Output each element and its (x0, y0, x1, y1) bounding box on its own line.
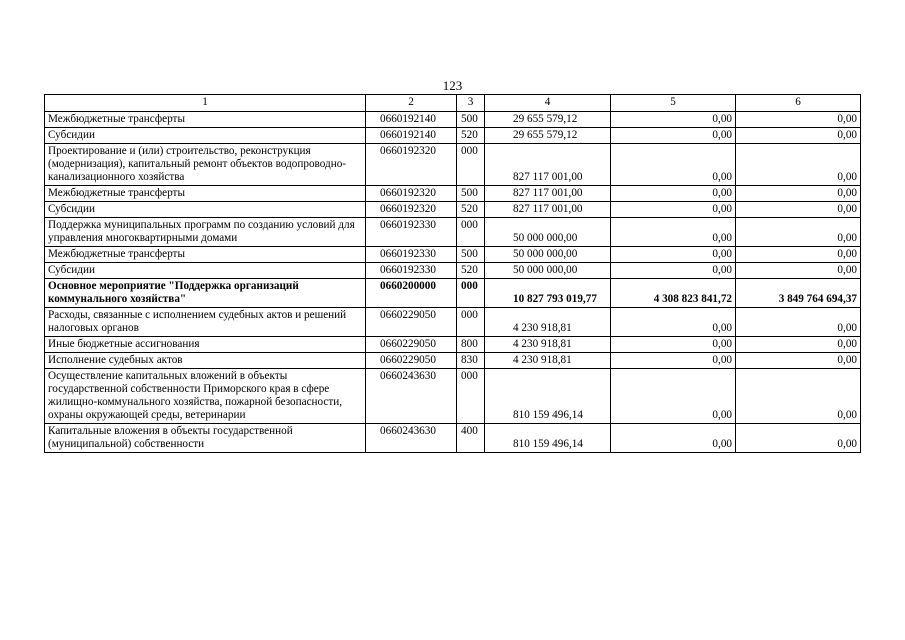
row-expense-type-cell: 000 (457, 279, 485, 308)
row-amount-col5-cell: 0,00 (611, 369, 736, 424)
row-amount-col6-cell: 0,00 (736, 144, 861, 186)
header-col-2: 2 (366, 95, 457, 112)
row-amount-col4-cell: 4 230 918,81 (485, 337, 611, 353)
row-expense-type-cell: 400 (457, 424, 485, 453)
budget-table (44, 94, 861, 453)
row-code-cell: 0660229050 (366, 353, 457, 369)
table-row (45, 218, 861, 247)
row-name-cell: Основное мероприятие "Поддержка организаций коммунального хозяйства" (45, 279, 366, 308)
row-expense-type-cell: 520 (457, 128, 485, 144)
row-code-cell: 0660192320 (366, 144, 457, 186)
row-expense-type-cell: 830 (457, 353, 485, 369)
row-amount-col6-cell: 0,00 (736, 112, 861, 128)
row-expense-type-cell: 500 (457, 186, 485, 202)
row-expense-type-cell: 000 (457, 308, 485, 337)
row-expense-type-cell: 800 (457, 337, 485, 353)
row-amount-col6-cell: 0,00 (736, 128, 861, 144)
row-amount-col5-cell: 0,00 (611, 202, 736, 218)
row-amount-col4-cell: 810 159 496,14 (485, 369, 611, 424)
row-amount-col4-cell: 4 230 918,81 (485, 353, 611, 369)
table-row (45, 337, 861, 353)
header-col-4: 4 (485, 95, 611, 112)
table-row (45, 279, 861, 308)
row-amount-col4-cell: 827 117 001,00 (485, 144, 611, 186)
row-amount-col6-cell: 0,00 (736, 263, 861, 279)
row-amount-col6-cell: 3 849 764 694,37 (736, 279, 861, 308)
row-amount-col4-cell: 827 117 001,00 (485, 186, 611, 202)
row-amount-col6-cell: 0,00 (736, 186, 861, 202)
row-amount-col5-cell: 0,00 (611, 144, 736, 186)
table-row (45, 369, 861, 424)
row-expense-type-cell: 000 (457, 218, 485, 247)
row-expense-type-cell: 500 (457, 247, 485, 263)
row-amount-col5-cell: 0,00 (611, 424, 736, 453)
row-name-cell: Капитальные вложения в объекты государственной (муниципальной) собственности (45, 424, 366, 453)
row-name-cell: Осуществление капитальных вложений в объекты государственной собственности Приморского края в сфере жилищно-коммунального хозяйства, пожарной безопасности, охраны окружающей среды, ветеринарии (45, 369, 366, 424)
table-row (45, 144, 861, 186)
row-expense-type-cell: 520 (457, 263, 485, 279)
header-col-1: 1 (45, 95, 366, 112)
row-amount-col6-cell: 0,00 (736, 353, 861, 369)
row-amount-col5-cell: 0,00 (611, 247, 736, 263)
row-amount-col4-cell: 29 655 579,12 (485, 112, 611, 128)
row-amount-col5-cell: 0,00 (611, 112, 736, 128)
row-amount-col4-cell: 810 159 496,14 (485, 424, 611, 453)
row-code-cell: 0660200000 (366, 279, 457, 308)
row-amount-col5-cell: 0,00 (611, 218, 736, 247)
row-name-cell: Межбюджетные трансферты (45, 112, 366, 128)
row-code-cell: 0660192140 (366, 112, 457, 128)
row-amount-col4-cell: 29 655 579,12 (485, 128, 611, 144)
row-amount-col6-cell: 0,00 (736, 308, 861, 337)
row-name-cell: Субсидии (45, 202, 366, 218)
row-amount-col5-cell: 0,00 (611, 263, 736, 279)
row-name-cell: Иные бюджетные ассигнования (45, 337, 366, 353)
row-amount-col6-cell: 0,00 (736, 337, 861, 353)
row-name-cell: Поддержка муниципальных программ по созданию условий для управления многоквартирными домами (45, 218, 366, 247)
row-amount-col5-cell: 0,00 (611, 128, 736, 144)
row-name-cell: Межбюджетные трансферты (45, 186, 366, 202)
row-amount-col6-cell: 0,00 (736, 218, 861, 247)
row-expense-type-cell: 000 (457, 144, 485, 186)
row-amount-col4-cell: 10 827 793 019,77 (485, 279, 611, 308)
row-code-cell: 0660192140 (366, 128, 457, 144)
row-code-cell: 0660192330 (366, 263, 457, 279)
header-col-6: 6 (736, 95, 861, 112)
row-amount-col6-cell: 0,00 (736, 424, 861, 453)
table-body (45, 112, 861, 453)
row-code-cell: 0660192320 (366, 186, 457, 202)
table-row (45, 308, 861, 337)
row-amount-col6-cell: 0,00 (736, 247, 861, 263)
row-amount-col4-cell: 50 000 000,00 (485, 247, 611, 263)
row-amount-col5-cell: 4 308 823 841,72 (611, 279, 736, 308)
row-code-cell: 0660192330 (366, 218, 457, 247)
row-code-cell: 0660229050 (366, 308, 457, 337)
row-code-cell: 0660192320 (366, 202, 457, 218)
table-row (45, 112, 861, 128)
row-amount-col4-cell: 50 000 000,00 (485, 218, 611, 247)
row-amount-col5-cell: 0,00 (611, 337, 736, 353)
header-col-5: 5 (611, 95, 736, 112)
row-expense-type-cell: 500 (457, 112, 485, 128)
row-amount-col4-cell: 50 000 000,00 (485, 263, 611, 279)
row-amount-col4-cell: 827 117 001,00 (485, 202, 611, 218)
table-row (45, 186, 861, 202)
row-amount-col4-cell: 4 230 918,81 (485, 308, 611, 337)
table-row (45, 128, 861, 144)
row-name-cell: Проектирование и (или) строительство, реконструкция (модернизация), капитальный ремонт объектов водопроводно-канализационного хозяйства (45, 144, 366, 186)
table-row (45, 424, 861, 453)
row-name-cell: Субсидии (45, 128, 366, 144)
row-name-cell: Исполнение судебных актов (45, 353, 366, 369)
header-row (45, 95, 861, 112)
row-amount-col5-cell: 0,00 (611, 186, 736, 202)
row-expense-type-cell: 000 (457, 369, 485, 424)
table-row (45, 247, 861, 263)
table-row (45, 263, 861, 279)
row-code-cell: 0660192330 (366, 247, 457, 263)
row-name-cell: Субсидии (45, 263, 366, 279)
row-code-cell: 0660243630 (366, 424, 457, 453)
row-amount-col5-cell: 0,00 (611, 308, 736, 337)
table-row (45, 202, 861, 218)
row-code-cell: 0660243630 (366, 369, 457, 424)
row-amount-col5-cell: 0,00 (611, 353, 736, 369)
table-row (45, 353, 861, 369)
page-number: 123 (442, 78, 463, 93)
row-name-cell: Межбюджетные трансферты (45, 247, 366, 263)
row-amount-col6-cell: 0,00 (736, 202, 861, 218)
row-code-cell: 0660229050 (366, 337, 457, 353)
row-name-cell: Расходы, связанные с исполнением судебных актов и решений налоговых органов (45, 308, 366, 337)
row-amount-col6-cell: 0,00 (736, 369, 861, 424)
row-expense-type-cell: 520 (457, 202, 485, 218)
header-col-3: 3 (457, 95, 485, 112)
